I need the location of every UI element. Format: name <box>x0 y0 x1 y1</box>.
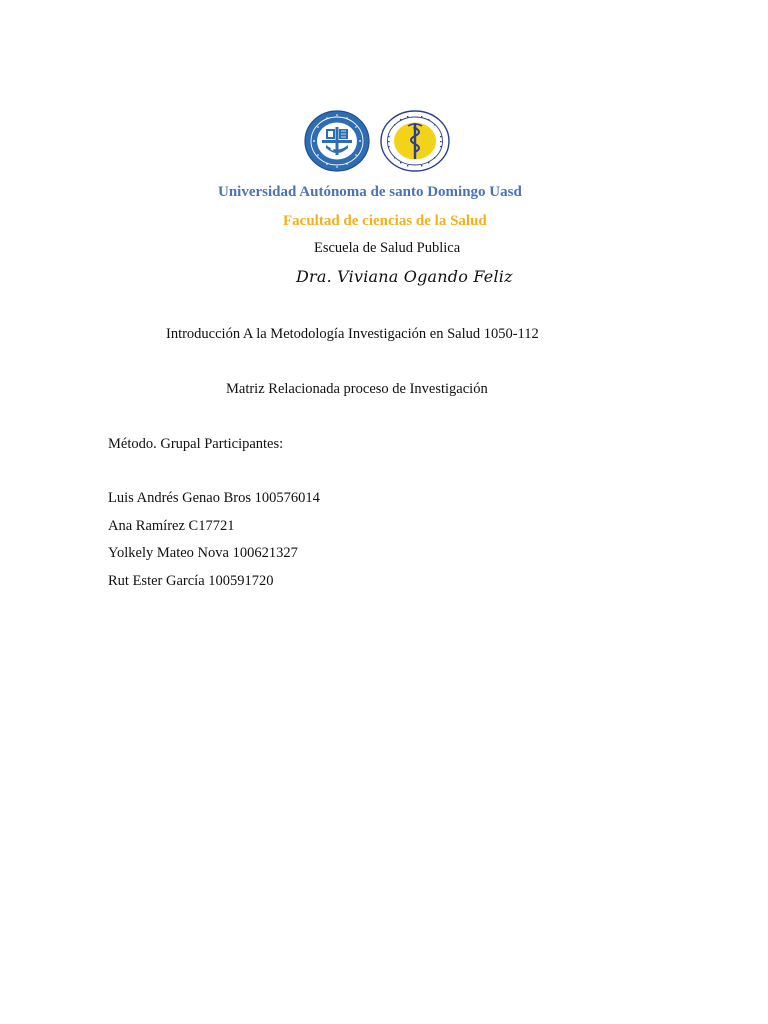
facultad-salud-seal-logo <box>380 110 450 172</box>
participant-item: Ana Ramírez C17721 <box>108 517 235 534</box>
participant-item: Yolkely Mateo Nova 100621327 <box>108 545 298 561</box>
school-name: Escuela de Salud Publica <box>314 240 461 256</box>
participant-item: Luis Andrés Genao Bros 100576014 <box>108 490 320 506</box>
faculty-name: Facultad de ciencias de la Salud <box>283 213 487 229</box>
logo-group <box>304 110 450 172</box>
professor-name: Dra. Viviana Ogando Feliz <box>296 267 513 286</box>
method-label: Método. Grupal Participantes: <box>108 436 284 452</box>
uasd-seal-logo <box>304 110 370 172</box>
course-title: Introducción A la Metodología Investigación en Salud 1050-112 <box>166 326 539 342</box>
participants-list <box>108 489 320 599</box>
university-name: Universidad Autónoma de santo Domingo Uasd <box>218 184 522 200</box>
assignment-title: Matriz Relacionada proceso de Investigación <box>226 381 488 397</box>
participant-item: Rut Ester García 100591720 <box>108 572 274 589</box>
